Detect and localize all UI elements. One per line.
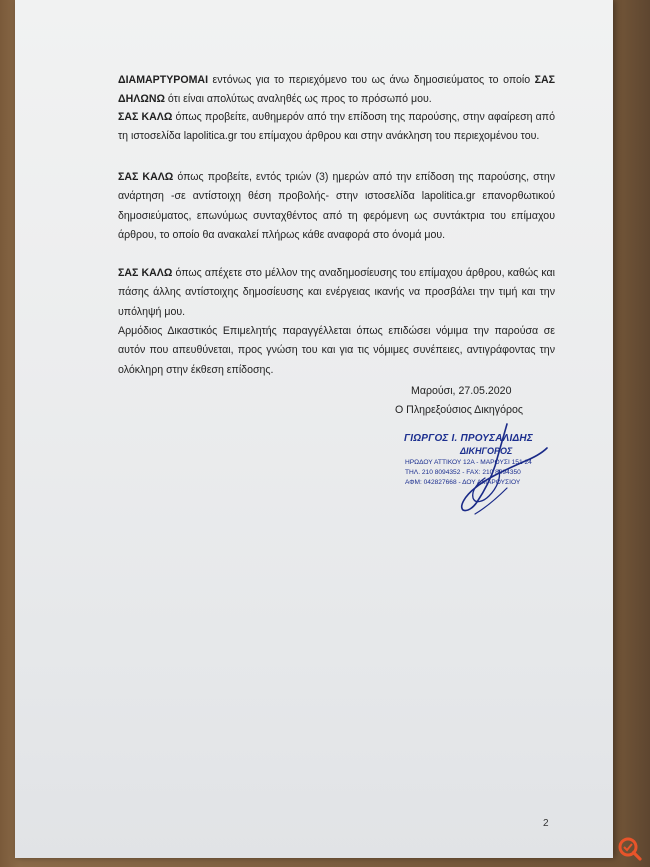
- paragraph-text: ότι είναι απολύτως αναληθές ως προς το πρόσωπό μου.: [164, 93, 432, 106]
- paragraph-lead: ΣΑΣ ΚΑΛΩ: [118, 267, 173, 279]
- magnifier-logo-icon: [617, 836, 642, 861]
- place-date: Μαρούσι, 27.05.2020: [411, 385, 512, 397]
- paragraph-text: εντόνως για το περιεχόμενο του ως άνω δημοσιεύματος το οποίο: [208, 74, 535, 86]
- paragraph-lead: ΔΙΑΜΑΡΤΥΡΟΜΑΙ: [118, 74, 209, 86]
- paragraph-text: όπως απέχετε στο μέλλον της αναδημοσίευσης του επίμαχου άρθρου, καθώς και πάσης άλλης αντίστοιχης δημοσίευσης και ενέργειας ικανής να προσβάλει την τιμή και την υπόληψή μου.: [118, 267, 555, 318]
- stamp-tax: ΑΦΜ: 042827668 - ΔΟΥ ΑΜΑΡΟΥΣΙΟΥ: [405, 479, 521, 486]
- stamp-phone: ΤΗΛ. 210 8094352 - FAX: 210 8094350: [405, 469, 521, 476]
- paragraph-text: όπως προβείτε, εντός τριών (3) ημερών από την επίδοση της παρούσης, στην ανάρτηση -σε αντίστοιχη θέση προβολής- στην ιστοσελίδα lapolitica.gr επανορθωτικού δημοσιεύματος, επωνύμως συνταχθέντος από τη φερόμενη ως συντάκτρια του επίμαχου άρθρου, το οποίο θα ανακαλεί πλήρως κάθε αναφορά στο όνομά μου.: [118, 171, 556, 241]
- paragraph-protest: [118, 71, 555, 110]
- stamp-name: ΓΙΩΡΓΟΣ Ι. ΠΡΟΥΣΑΛΙΔΗΣ: [404, 433, 533, 444]
- paragraph-request-correction: [118, 168, 555, 245]
- paragraph-service-instruction: [118, 322, 555, 380]
- paragraph-lead: ΣΑΣ ΚΑΛΩ: [118, 171, 174, 183]
- paragraph-request-removal: [118, 108, 555, 147]
- paragraph-bold: ΣΑΣ ΔΗΛΩΝΩ: [118, 74, 555, 106]
- paragraph-text: όπως προβείτε, αυθημερόν από την επίδοση της παρούσης, στην αφαίρεση από τη ιστοσελίδα lapolitica.gr του επίμαχου άρθρου και στην ανάκληση του περιεχομένου του.: [118, 111, 555, 143]
- handwritten-signature: [415, 418, 565, 518]
- stamp-title: ΔΙΚΗΓΟΡΟΣ: [460, 446, 513, 456]
- paragraph-lead: ΣΑΣ ΚΑΛΩ: [118, 111, 173, 123]
- document-page: [15, 0, 613, 858]
- page-number: 2: [543, 818, 549, 829]
- signatory-title: Ο Πληρεξούσιος Δικηγόρος: [395, 404, 523, 416]
- paragraph-text: Αρμόδιος Δικαστικός Επιμελητής παραγγέλλεται όπως επιδώσει νόμιμα την παρούσα σε αυτόν που απευθύνεται, προς γνώση του και για τις νόμιμες συνέπειες, αντιγράφοντας την ολόκληρη στην έκθεση επίδοσης.: [118, 325, 555, 376]
- paragraph-request-abstain: [118, 264, 555, 322]
- stamp-address: ΗΡΩΔΟΥ ΑΤΤΙΚΟΥ 12Α - ΜΑΡΟΥΣΙ 151 24: [405, 459, 532, 466]
